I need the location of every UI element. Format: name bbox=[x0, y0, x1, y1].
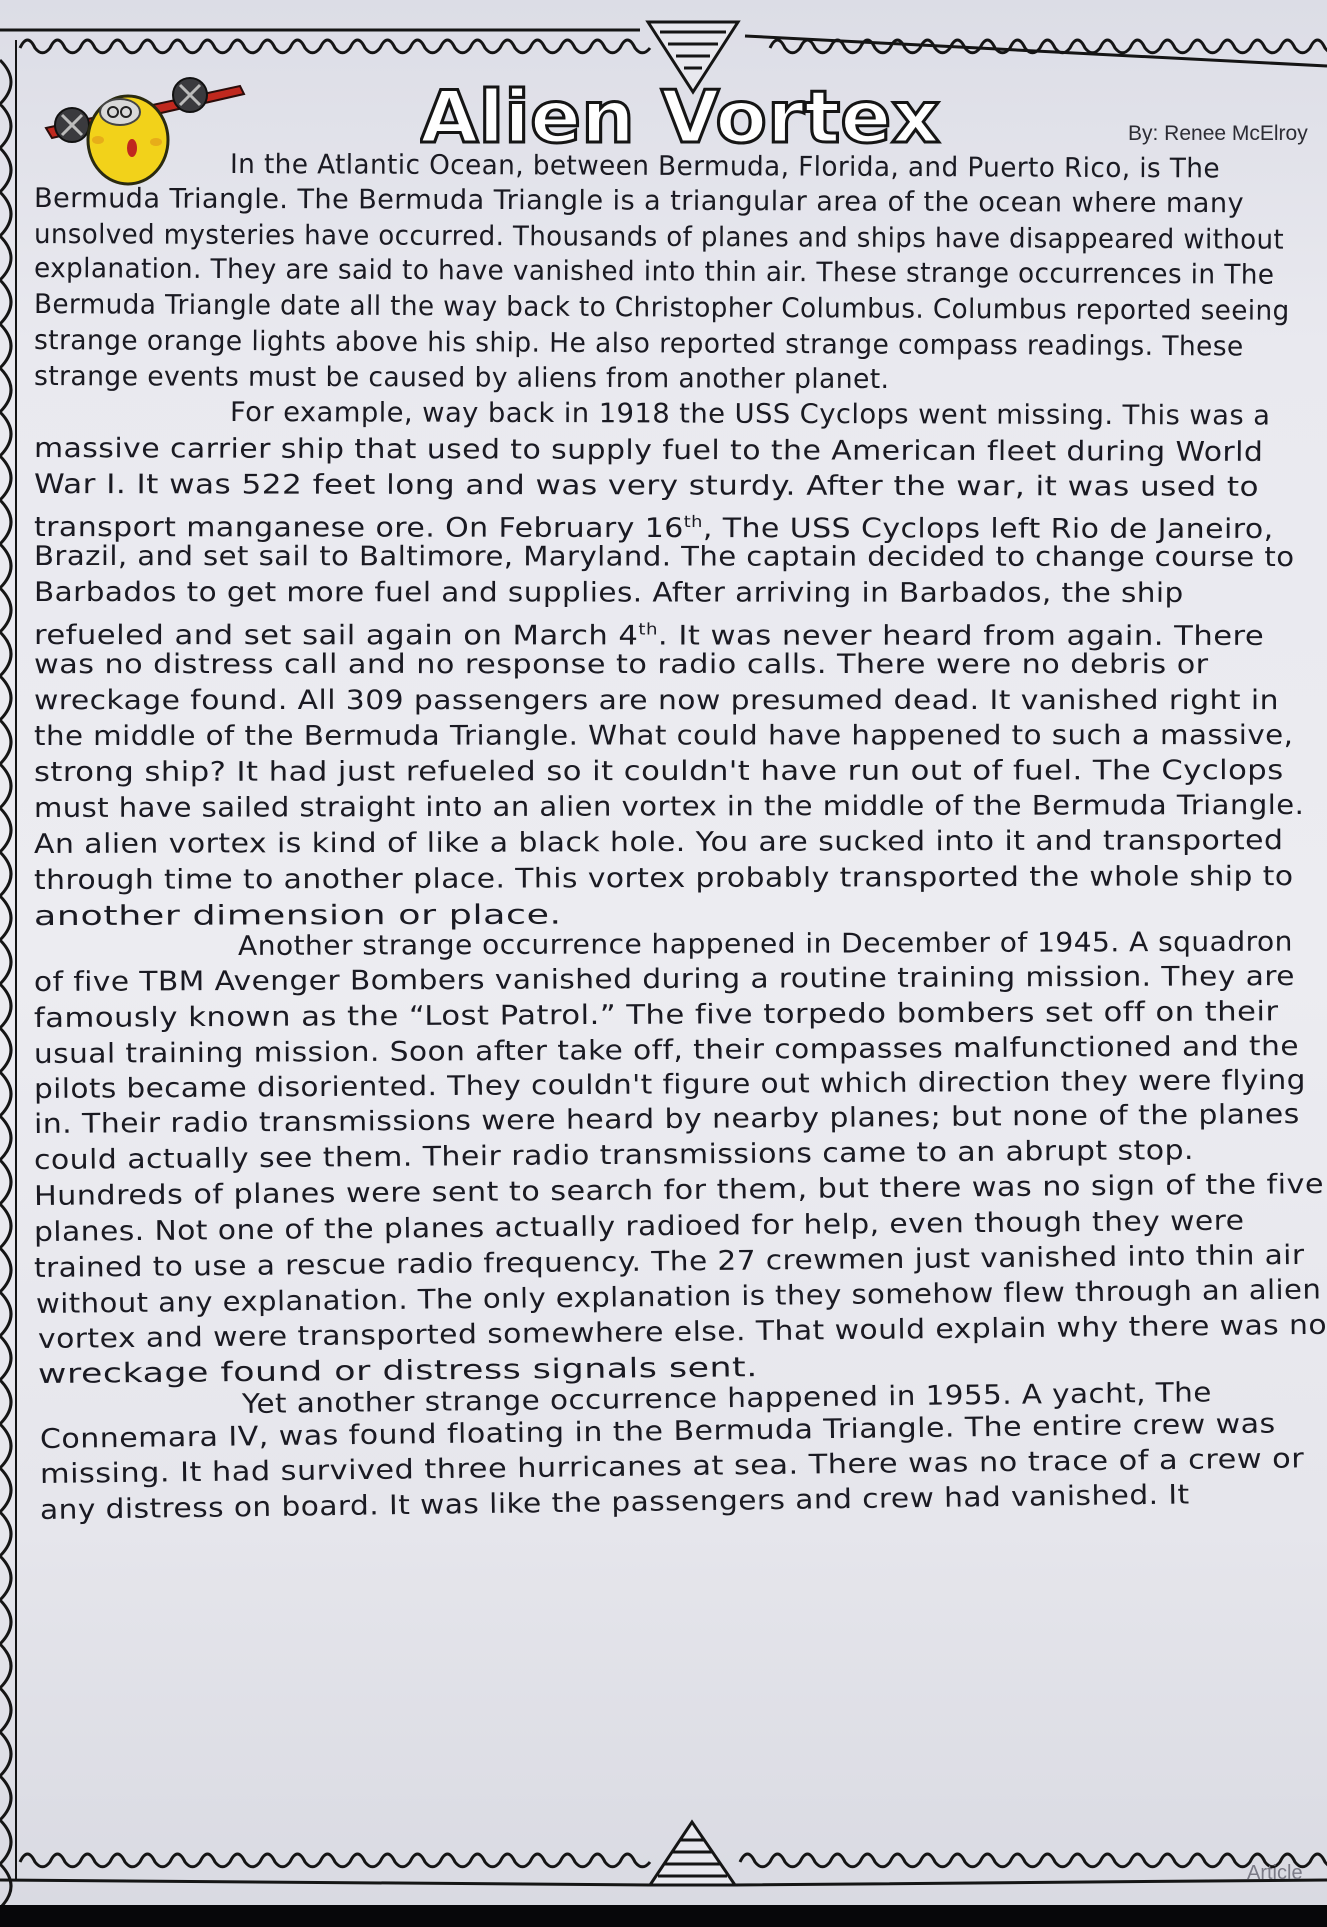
article-line: Another strange occurrence happened in December of 1945. A squadron bbox=[237, 926, 1293, 962]
article-line: was no distress call and no response to radio calls. There were no debris or bbox=[34, 649, 1209, 680]
article-line: usual training mission. Soon after take off, their compasses malfunctioned and the bbox=[33, 1030, 1300, 1070]
article-line: must have sailed straight into an alien vortex in the middle of the Bermuda Triangle. bbox=[33, 789, 1305, 824]
page-title bbox=[420, 76, 960, 156]
article-line: of five TBM Avenger Bombers vanished during a routine training mission. They are bbox=[33, 960, 1296, 998]
article-line: explanation. They are said to have vanished into thin air. These strange occurrences in The bbox=[33, 253, 1275, 291]
article-line: another dimension or place. bbox=[33, 899, 562, 932]
title-text: Alien Vortex bbox=[420, 76, 940, 156]
byline: By: Renee McElroy bbox=[1128, 122, 1308, 145]
article-line: any distress on board. It was like the passengers and crew had vanished. It bbox=[39, 1479, 1190, 1526]
article-line: famously known as the “Lost Patrol.” The five torpedo bombers set off on their bbox=[33, 996, 1279, 1034]
article-line: In the Atlantic Ocean, between Bermuda, Florida, and Puerto Rico, is The bbox=[229, 149, 1221, 185]
article-line: massive carrier ship that used to supply fuel to the American fleet during World bbox=[33, 433, 1264, 468]
bottom-edge bbox=[0, 1905, 1327, 1927]
article-line: pilots became disoriented. They couldn't figure out which direction they were flying bbox=[33, 1064, 1306, 1105]
article-line: For example, way back in 1918 the USS Cyclops went missing. This was a bbox=[229, 397, 1271, 432]
article-line: in. Their radio transmissions were heard by nearby planes; but none of the planes bbox=[33, 1099, 1300, 1140]
article-line: through time to another place. This vortex probably transported the whole ship to bbox=[33, 861, 1294, 896]
article-line: Barbados to get more fuel and supplies. After arriving in Barbados, the ship bbox=[33, 577, 1184, 609]
article-line: transport manganese ore. On February 16th, The USS Cyclops left Rio de Janeiro, bbox=[33, 512, 1274, 545]
article-line: strange events must be caused by aliens from another planet. bbox=[33, 361, 890, 396]
article-line: Yet another strange occurrence happened in 1955. A yacht, The bbox=[241, 1377, 1213, 1420]
article-line: vortex and were transported somewhere else. That would explain why there was no bbox=[37, 1309, 1327, 1355]
article-line: missing. It had survived three hurricanes at sea. There was no trace of a crew or bbox=[39, 1443, 1305, 1490]
article-line: unsolved mysteries have occurred. Thousands of planes and ships have disappeared without bbox=[33, 219, 1285, 256]
article-line: without any explanation. The only explanation is they somehow flew through an alien bbox=[35, 1274, 1322, 1320]
article-line: An alien vortex is kind of like a black hole. You are sucked into it and transported bbox=[33, 825, 1284, 860]
article-line: wreckage found. All 309 passengers are now presumed dead. It vanished right in bbox=[34, 685, 1279, 716]
article-line: Hundreds of planes were sent to search for them, but there was no sign of the five bbox=[33, 1168, 1325, 1212]
ufo-alien-icon bbox=[40, 70, 250, 200]
footer-label: Article bbox=[1247, 1862, 1303, 1884]
article-line: wreckage found or distress signals sent. bbox=[37, 1352, 759, 1390]
article-line: refueled and set sail again on March 4th. It was never heard from again. There bbox=[33, 619, 1265, 652]
article-line: planes. Not one of the planes actually radioed for help, even though they were bbox=[33, 1205, 1245, 1248]
article-line: the middle of the Bermuda Triangle. What could have happened to such a massive, bbox=[33, 719, 1294, 752]
article-line: Connemara IV, was found floating in the Bermuda Triangle. The entire crew was bbox=[39, 1408, 1276, 1455]
article-line: trained to use a rescue radio frequency. The 27 crewmen just vanished into thin air bbox=[33, 1239, 1305, 1284]
article-line: Brazil, and set sail to Baltimore, Maryland. The captain decided to change course to bbox=[33, 541, 1295, 574]
bottom-triangle-ornament bbox=[650, 1822, 735, 1885]
article-line: Bermuda Triangle. The Bermuda Triangle is a triangular area of the ocean where many bbox=[33, 183, 1245, 220]
article-line: strange orange lights above his ship. He also reported strange compass readings. These bbox=[33, 325, 1244, 363]
article-line: strong ship? It had just refueled so it couldn't have run out of fuel. The Cyclops bbox=[33, 755, 1284, 788]
article-line: could actually see them. Their radio transmissions came to an abrupt stop. bbox=[33, 1134, 1195, 1176]
article-line: War I. It was 522 feet long and was very sturdy. After the war, it was used to bbox=[33, 469, 1260, 503]
article-line: Bermuda Triangle date all the way back to Christopher Columbus. Columbus reported seeing bbox=[33, 289, 1290, 327]
